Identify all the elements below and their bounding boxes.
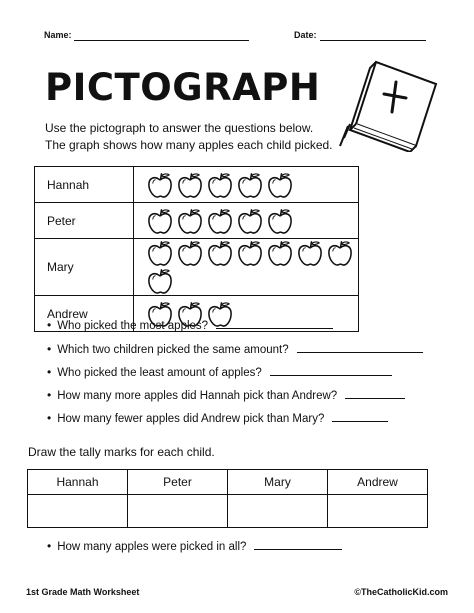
- answer-line[interactable]: [216, 328, 333, 329]
- tally-cell-peter[interactable]: [128, 495, 228, 528]
- apple-icon: [236, 239, 264, 267]
- pictograph-row: [35, 203, 359, 239]
- apple-icon: [266, 239, 294, 267]
- pictograph-table: [34, 166, 359, 332]
- tally-header-hannah: Hannah: [28, 470, 128, 495]
- apple-icon: [176, 239, 204, 267]
- apple-icon: [266, 207, 294, 235]
- name-field[interactable]: [74, 40, 249, 41]
- final-question: • How many apples were picked in all?: [47, 539, 342, 553]
- instructions: [45, 120, 333, 154]
- tally-table: [27, 469, 428, 528]
- pictograph-apples: [134, 203, 359, 239]
- footer-right: ©TheCatholicKid.com: [354, 587, 448, 597]
- question-3: • Who picked the least amount of apples?: [47, 365, 392, 379]
- apple-icon: [146, 239, 174, 267]
- instruction-line-1: Use the pictograph to answer the questions below.: [45, 121, 314, 135]
- apple-icon: [206, 171, 234, 199]
- pictograph-apples: [134, 239, 359, 296]
- apple-icon: [146, 207, 174, 235]
- apple-icon: [266, 171, 294, 199]
- apple-icon: [146, 171, 174, 199]
- question-text: How many fewer apples did Andrew pick than Mary?: [57, 413, 325, 425]
- footer-left: 1st Grade Math Worksheet: [26, 587, 140, 597]
- apple-icon: [206, 207, 234, 235]
- question-2: • Which two children picked the same amount?: [47, 342, 423, 356]
- pictograph-child-name: Andrew: [35, 296, 134, 332]
- tally-header-peter: Peter: [128, 470, 228, 495]
- pictograph-child-name: Hannah: [35, 167, 134, 203]
- instruction-line-2: The graph shows how many apples each child picked.: [45, 138, 333, 152]
- pictograph-row: [35, 167, 359, 203]
- pictograph-child-name: Peter: [35, 203, 134, 239]
- apple-icon: [236, 171, 264, 199]
- question-5: • How many fewer apples did Andrew pick than Mary?: [47, 411, 388, 425]
- apple-icon: [146, 267, 174, 295]
- question-text: Who picked the most apples?: [57, 320, 209, 332]
- apple-icon: [296, 239, 324, 267]
- question-4: • How many more apples did Hannah pick than Andrew?: [47, 388, 405, 402]
- answer-line[interactable]: [297, 352, 423, 353]
- bible-icon: [336, 56, 446, 152]
- answer-line[interactable]: [270, 375, 392, 376]
- page-title: PICTOGRAPH: [45, 66, 321, 109]
- apple-icon: [236, 207, 264, 235]
- apple-icon: [206, 239, 234, 267]
- pictograph-child-name: Mary: [35, 239, 134, 296]
- answer-line[interactable]: [345, 398, 405, 399]
- apple-icon: [176, 171, 204, 199]
- date-label: Date:: [294, 30, 317, 40]
- answer-line[interactable]: [332, 421, 388, 422]
- pictograph-row: [35, 239, 359, 296]
- tally-instruction: Draw the tally marks for each child.: [28, 445, 215, 459]
- tally-header-mary: Mary: [228, 470, 328, 495]
- pictograph-apples: [134, 167, 359, 203]
- question-text: How many more apples did Hannah pick than Andrew?: [57, 390, 338, 402]
- question-1: • Who picked the most apples?: [47, 318, 333, 332]
- tally-cell-mary[interactable]: [228, 495, 328, 528]
- apple-icon: [326, 239, 354, 267]
- tally-header-andrew: Andrew: [328, 470, 428, 495]
- question-text: Who picked the least amount of apples?: [57, 367, 262, 379]
- name-label: Name:: [44, 30, 72, 40]
- question-text: Which two children picked the same amount?: [57, 344, 289, 356]
- tally-cell-andrew[interactable]: [328, 495, 428, 528]
- question-text: How many apples were picked in all?: [57, 541, 247, 553]
- date-field[interactable]: [320, 40, 426, 41]
- answer-line[interactable]: [254, 549, 342, 550]
- tally-cell-hannah[interactable]: [28, 495, 128, 528]
- apple-icon: [176, 207, 204, 235]
